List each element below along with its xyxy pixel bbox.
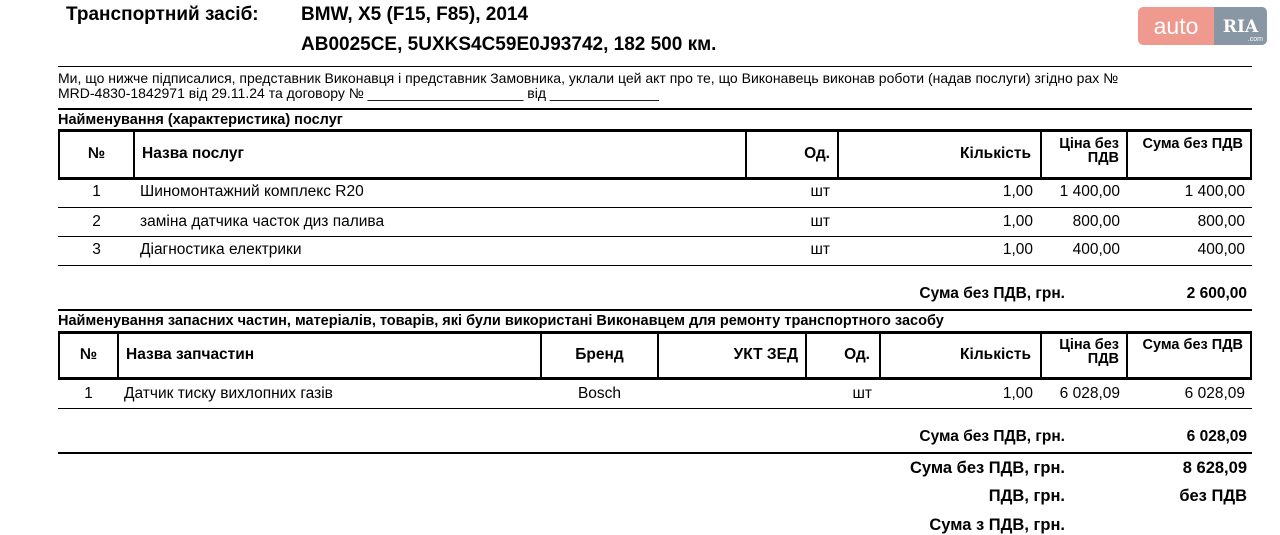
summary-vat-label: ПДВ, грн. [988, 487, 1065, 505]
services-row-price: 400,00 [1072, 241, 1120, 258]
services-header-num: № [87, 145, 106, 162]
services-total-value: 2 600,00 [1186, 285, 1247, 302]
vehicle-details: AB0025CE, 5UXKS4C59E0J93742, 182 500 км. [301, 34, 717, 55]
summary-gross-label: Сума з ПДВ, грн. [929, 516, 1065, 534]
intro-line-1: Ми, що нижче підписалися, представник Виконавця і представник Замовника, уклали цей акт про те, що Виконавець виконав роботи (надав послуги) згідно рах № [58, 70, 1119, 86]
parts-col-divider [117, 331, 119, 380]
parts-col-divider [805, 331, 807, 380]
services-total-label: Сума без ПДВ, грн. [919, 285, 1065, 302]
services-header-sum: Сума без ПДВ [1142, 136, 1243, 152]
parts-header-top-rule [58, 331, 1252, 334]
services-row-unit: шт [810, 241, 830, 258]
parts-total-label: Сума без ПДВ, грн. [919, 428, 1065, 445]
parts-col-divider [1126, 331, 1128, 380]
services-row-name: Діагностика електрики [140, 241, 302, 258]
vehicle-label: Транспортний засіб: [66, 4, 259, 25]
intro-line-2: MRD-4830-1842971 від 29.11.24 та договору № ____________________ від ______________ [58, 85, 659, 101]
parts-header-name: Назва запчастин [126, 346, 255, 363]
services-row-name: Шиномонтажний комплекс R20 [140, 183, 364, 200]
parts-header-price: Ціна без ПДВ [1059, 337, 1119, 367]
parts-row-sum: 6 028,09 [1184, 385, 1245, 402]
logo-auto-text: auto [1138, 7, 1214, 45]
services-col-divider [1126, 129, 1128, 180]
parts-total-value: 6 028,09 [1186, 428, 1247, 445]
top-rule [58, 66, 1252, 67]
parts-header-unit: Од. [844, 346, 870, 363]
vehicle-model: BMW, X5 (F15, F85), 2014 [301, 4, 529, 25]
logo-ria-text [1214, 7, 1267, 45]
services-row-sum: 1 400,00 [1184, 183, 1245, 200]
services-col-divider [1250, 129, 1252, 180]
services-row-price: 1 400,00 [1059, 183, 1120, 200]
autoria-logo[interactable] [1138, 7, 1267, 45]
services-row-num: 2 [92, 213, 101, 230]
services-row-num: 1 [92, 183, 101, 200]
parts-col-divider [1250, 331, 1252, 380]
parts-row-rule [58, 408, 1252, 409]
parts-header-qty: Кількість [960, 346, 1031, 363]
parts-col-divider [1040, 331, 1042, 380]
services-col-divider [1040, 129, 1042, 180]
services-row-sum: 800,00 [1197, 213, 1245, 230]
parts-header-sum: Сума без ПДВ [1142, 337, 1243, 353]
services-row-unit: шт [810, 213, 830, 230]
services-section-rule [58, 108, 1252, 110]
summary-rule [58, 452, 1252, 454]
services-header-bottom-rule [58, 177, 1252, 180]
services-row-qty: 1,00 [1002, 183, 1033, 200]
parts-row-num: 1 [84, 385, 93, 402]
parts-header-num: № [79, 346, 98, 363]
parts-row-unit: шт [852, 385, 872, 402]
services-header-top-rule [58, 129, 1252, 132]
services-row-qty: 1,00 [1002, 213, 1033, 230]
parts-col-divider [657, 331, 659, 380]
services-row-rule [58, 265, 1252, 266]
services-header-unit: Од. [804, 145, 830, 162]
parts-header-bottom-rule [58, 377, 1252, 380]
parts-row-qty: 1,00 [1002, 385, 1033, 402]
services-header-price: Ціна без ПДВ [1059, 136, 1119, 166]
services-row-num: 3 [92, 241, 101, 258]
parts-header-ukt: УКТ ЗЕД [733, 346, 798, 363]
services-section-title: Найменування (характеристика) послуг [58, 112, 343, 128]
parts-row-brand: Bosch [577, 385, 622, 402]
services-row-rule [58, 207, 1252, 208]
services-row-price: 800,00 [1072, 213, 1120, 230]
logo-com-text: .com [1247, 36, 1263, 43]
parts-row-price: 6 028,09 [1059, 385, 1120, 402]
parts-row-name: Датчик тиску вихлопних газів [124, 385, 333, 402]
services-row-rule [58, 236, 1252, 237]
services-header-name: Назва послуг [142, 145, 244, 162]
services-row-sum: 400,00 [1197, 241, 1245, 258]
summary-net-label: Сума без ПДВ, грн. [910, 459, 1065, 477]
parts-header-brand: Бренд [575, 346, 624, 363]
services-header-qty: Кількість [960, 145, 1031, 162]
services-col-divider [745, 129, 747, 180]
services-col-divider [133, 129, 135, 180]
summary-net-value: 8 628,09 [1182, 459, 1247, 477]
services-row-unit: шт [810, 183, 830, 200]
parts-section-title: Найменування запасних частин, матеріалів, товарів, які були використані Виконавцем для ремонту транспортного засобу [58, 313, 944, 329]
parts-section-rule [58, 309, 1252, 311]
services-col-divider [837, 129, 839, 180]
logo-ria-word: RIA [1222, 17, 1259, 37]
parts-col-divider [879, 331, 881, 380]
summary-vat-value: без ПДВ [1179, 487, 1247, 505]
services-row-qty: 1,00 [1002, 241, 1033, 258]
services-row-name: заміна датчика часток диз палива [140, 213, 385, 230]
